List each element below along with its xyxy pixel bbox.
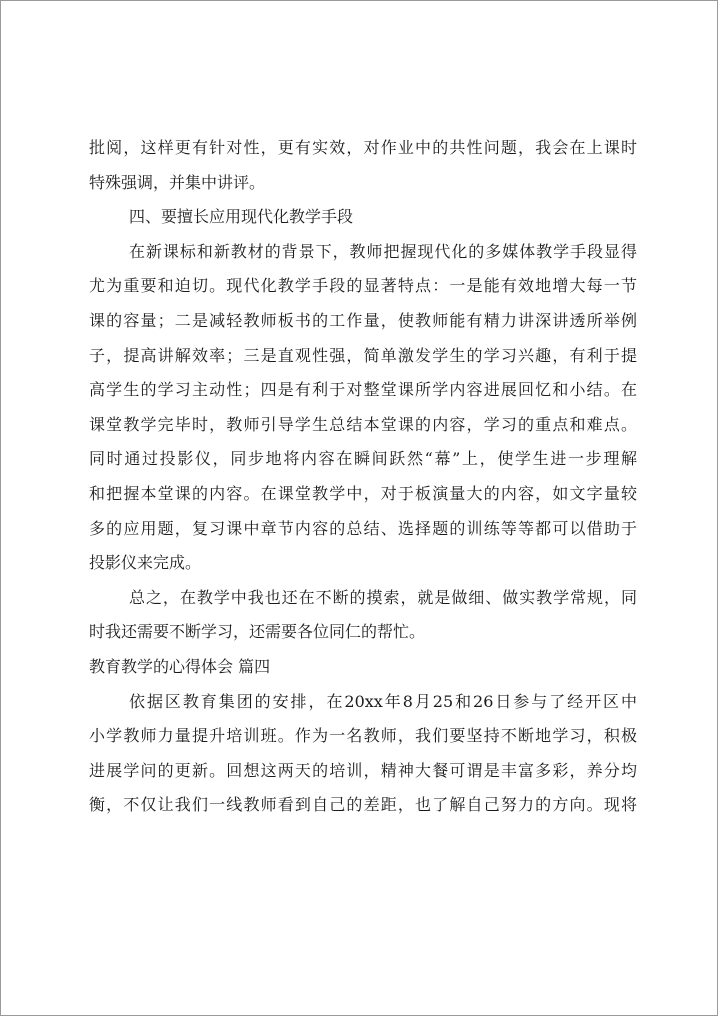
text-line: 时我还需要不断学习，还需要各位同仁的帮忙。 [89, 622, 426, 642]
text-line: 特殊强调，并集中讲评。 [89, 172, 266, 192]
document-body [89, 131, 637, 823]
text-line: 总之，在教学中我也还在不断的摸索，就是做细、做实教学常规，同 [129, 587, 637, 607]
text-line: 批阅，这样更有针对性，更有实效，对作业中的共性问题，我会在上课时 [89, 138, 637, 157]
text-line: 多的应用题，复习课中章节内容的总结、选择题的训练等等都可以借助于 [89, 518, 637, 538]
text-line: 同时通过投影仪，同步地将内容在瞬间跃然“幕”上，使学生进一步理解 [89, 449, 637, 469]
text-line: 和把握本堂课的内容。在课堂教学中，对于板演量大的内容，如文字量较 [89, 483, 637, 503]
text-line: 课堂教学完毕时，教师引导学生总结本堂课的内容，学习的重点和难点。 [89, 414, 637, 434]
text-line: 高学生的学习主动性；四是有利于对整堂课所学内容进展回忆和小结。在 [89, 380, 637, 400]
text-line: 尤为重要和迫切。现代化教学手段的显著特点：一是能有效地增大每一节 [89, 276, 637, 296]
text-line: 小学教师力量提升培训班。作为一名教师，我们要坚持不断地学习，积极 [89, 726, 637, 746]
text-line: 衡，不仅让我们一线教师看到自己的差距，也了解自己努力的方向。现将 [89, 795, 637, 815]
text-line: 投影仪来完成。 [89, 553, 202, 573]
section-heading: 四、要擅长应用现代化教学手段 [129, 207, 354, 227]
text-line: 子，提高讲解效率；三是直观性强，简单激发学生的学习兴趣，有利于提 [89, 345, 637, 365]
text-line: 在新课标和新教材的背景下，教师把握现代化的多媒体教学手段显得 [129, 241, 637, 261]
text-line: 进展学问的更新。回想这两天的培训，精神大餐可谓是丰富多彩，养分均 [89, 760, 637, 780]
text-line: 依据区教育集团的安排，在20xx年8月25和26日参与了经开区中 [129, 691, 637, 711]
article-title: 教育教学的心得体会 篇四 [89, 656, 271, 676]
text-line: 课的容量；二是减轻教师板书的工作量，使教师能有精力讲深讲透所举例 [89, 310, 637, 330]
